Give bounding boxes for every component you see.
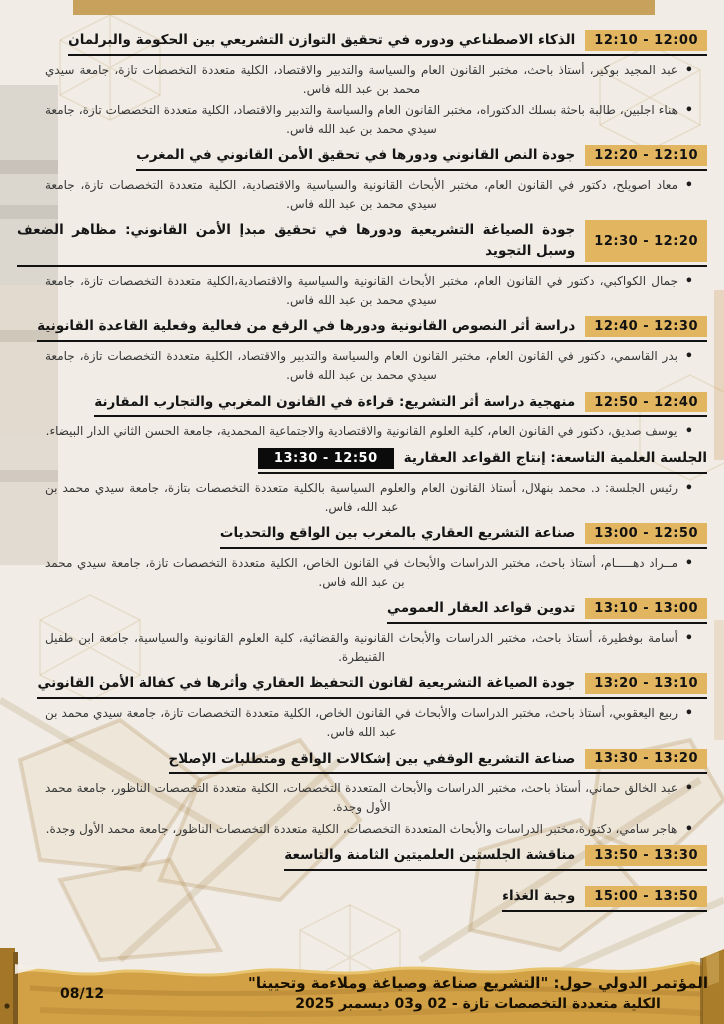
speaker-item: • معاد اصويلح، دكتور في القانون العام، مختبر الأبحاث القانونية والسياسية والاقتصادية، الكلية متعددة التخصصات تازة، جامعة سيدي محمد بن عبد الله فاس. [45, 176, 693, 213]
session-title: الجلسة العلمية التاسعة: إنتاج القواعد العقارية [403, 450, 707, 467]
speaker-list [17, 779, 707, 838]
schedule-section [17, 316, 707, 384]
schedule-section [17, 392, 707, 442]
time-badge: 12:40 - 12:30 [585, 316, 707, 337]
schedule-section [17, 30, 707, 138]
session-title: منهجية دراسة أثر التشريع: قراءة في القانون المغربي والتجارب المقارنة [94, 393, 576, 410]
section-header [284, 845, 707, 871]
session-title: صناعة التشريع العقاري بالمغرب بين الواقع والتحديات [219, 525, 576, 542]
schedule-section [17, 220, 707, 309]
session-title: تدوين قواعد العقار العمومي [387, 600, 576, 617]
section-header [387, 598, 707, 624]
time-badge: 13:50 - 13:30 [585, 845, 707, 866]
schedule-section [17, 598, 707, 666]
time-badge: 13:00 - 12:50 [585, 523, 707, 544]
time-badge: 12:20 - 12:10 [585, 145, 707, 166]
top-accent-bar [73, 0, 655, 15]
session-title: جودة النص القانوني ودورها في تحقيق الأمن القانوني في المغرب [136, 147, 576, 164]
speaker-item: • هناء اجلبين، طالبة باحثة بسلك الدكتوراه، مختبر القانون العام والسياسة والتدبير والاقتصاد، الكلية متعددة التخصصات تازة، جامعة سيدي محمد بن عبد الله فاس. [45, 101, 693, 138]
schedule-section [17, 845, 707, 871]
speaker-item: • جمال الكواكبي، دكتور في القانون العام، مختبر الأبحاث القانونية والسياسية والاقتصادية،الكلية متعددة التخصصات تازة، جامعة سيدي محمد بن عبد الله فاس. [45, 272, 693, 309]
schedule-section [17, 523, 707, 591]
section-header [17, 220, 707, 267]
schedule-section-session-nine [17, 448, 707, 516]
speaker-item: • يوسف صديق، دكتور في القانون العام، كلية العلوم القانونية والاقتصادية والاجتماعية المحمدية، جامعة الحسن الثاني الدار البيضاء. [45, 422, 693, 441]
section-header [37, 316, 707, 342]
session-title: صناعة التشريع الوقفي بين إشكالات الواقع ومتطلبات الإصلاح [168, 750, 576, 767]
session-title: مناقشة الجلستين العلميتين الثامنة والتاسعة [284, 847, 576, 864]
session-title: جودة الصياغة التشريعية ودورها في تحقيق مبدإ الأمن القانوني: مظاهر الضعف وسبل التجويد [17, 222, 576, 260]
speaker-item: • رئيس الجلسة: د. محمد بنهلال، أستاذ القانون العام والعلوم السياسية بالكلية متعددة التخصصات بتازة، جامعة سيدي محمد بن عبد الله، فاس. [45, 479, 693, 516]
speaker-item: • عبد الخالق حماني، أستاذ باحث، مختبر الدراسات والأبحاث المتعددة التخصصات، الكلية متعددة التخصصات الناظور، جامعة محمد الأول وجدة. [45, 779, 693, 816]
time-badge: 13:30 - 13:20 [585, 749, 707, 770]
page-number: 08/12 [60, 986, 105, 1002]
time-badge: 13:30 - 12:50 [258, 448, 394, 469]
speaker-list [17, 554, 707, 591]
section-header [37, 673, 707, 699]
speaker-list [17, 479, 707, 516]
time-badge: 13:20 - 13:10 [585, 673, 707, 694]
speaker-list [17, 176, 707, 213]
footer-banner [0, 944, 724, 1024]
section-header [220, 523, 707, 549]
speaker-list [17, 629, 707, 666]
speaker-item: • ربيع اليعقوبي، أستاذ باحث، مختبر الدراسات والأبحاث في القانون الخاص، الكلية متعددة التخصصات تازة، جامعة سيدي محمد بن عبد الله فاس. [45, 704, 693, 741]
section-header [169, 749, 707, 775]
speaker-item: • بدر القاسمي، دكتور في القانون العام، مختبر القانون العام والسياسة والتدبير والاقتصاد، الكلية متعددة التخصصات تازة، جامعة سيدي محمد بن عبد الله فاس. [45, 347, 693, 384]
schedule-section [17, 886, 707, 912]
speaker-list [17, 272, 707, 309]
schedule-section [17, 673, 707, 741]
speaker-item: • هاجر سامي، دكتورة،مختبر الدراسات والأبحاث المتعددة التخصصات، الكلية متعددة التخصصات الناظور، جامعة محمد الأول وجدة. [45, 820, 693, 839]
session-title: جودة الصياغة التشريعية لقانون التحفيظ العقاري وأثرها في كفالة الأمن القانوني [37, 675, 576, 692]
time-badge: 13:10 - 13:00 [585, 598, 707, 619]
time-badge: 15:00 - 13:50 [585, 886, 707, 907]
time-badge: 12:10 - 12:00 [585, 30, 707, 51]
section-header [136, 145, 707, 171]
speaker-item: • مــراد دهـــــام، أستاذ باحث، مختبر الدراسات والأبحاث في القانون الخاص، الكلية متعددة التخصصات تازة، جامعة سيدي محمد بن عبد الله فاس. [45, 554, 693, 591]
session-title: وجبة الغذاء [502, 888, 576, 905]
schedule-section [17, 749, 707, 839]
speaker-list [17, 61, 707, 138]
conference-info [248, 972, 708, 1016]
schedule-section [17, 145, 707, 213]
section-header [94, 392, 707, 418]
speaker-list [17, 704, 707, 741]
session-title: دراسة أثر النصوص القانونية ودورها في الرفع من فعالية وفعلية القاعدة القانونية [37, 318, 576, 335]
speaker-list [17, 347, 707, 384]
speaker-list [17, 422, 707, 441]
speaker-item: • عبد المجيد بوكير، أستاذ باحث، مختبر القانون العام والسياسة والتدبير والاقتصاد، الكلية متعددة التخصصات تازة، جامعة سيدي محمد بن عبد الله فاس. [45, 61, 693, 98]
section-header [68, 30, 707, 56]
section-header [258, 448, 707, 474]
session-title: الذكاء الاصطناعي ودوره في تحقيق التوازن التشريعي بين الحكومة والبرلمان [68, 32, 576, 48]
conference-venue-date: الكلية متعددة التخصصات تازة - 02 و03 ديسمبر 2025 [295, 996, 661, 1012]
section-header [502, 886, 707, 912]
conference-title: المؤتمر الدولي حول: "التشريع صناعة وصياغة وملاءمة وتحيينا" [248, 973, 708, 992]
time-badge: 12:30 - 12:20 [585, 220, 707, 262]
time-badge: 12:50 - 12:40 [585, 392, 707, 413]
speaker-item: • أسامة بوفطيرة، أستاذ باحث، مختبر الدراسات والأبحاث القانونية والقضائية، كلية العلوم القانونية والسياسية، جامعة ابن طفيل القنيطرة. [45, 629, 693, 666]
